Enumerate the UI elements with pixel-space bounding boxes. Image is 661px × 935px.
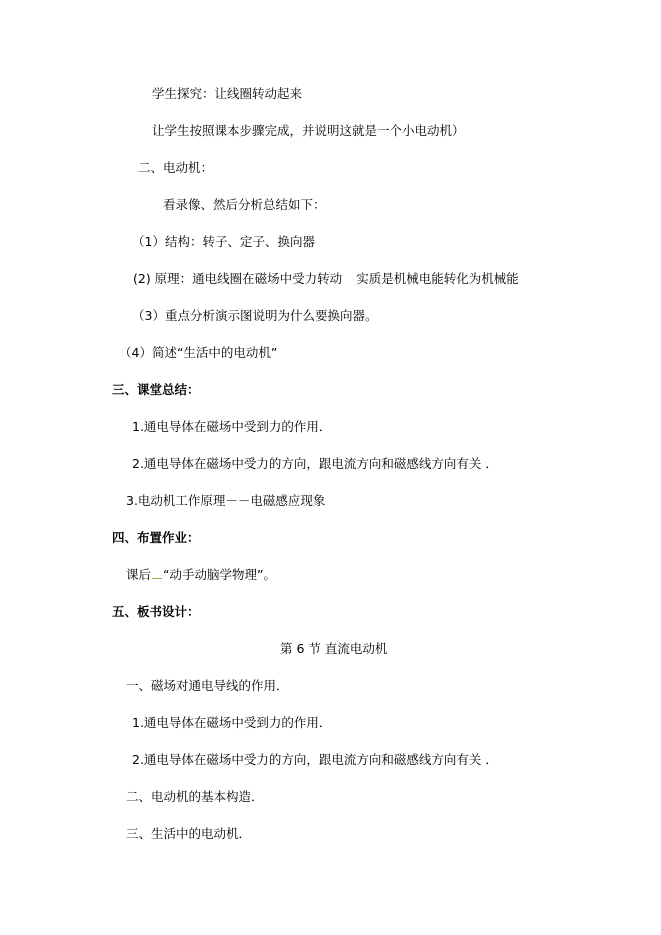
homework-line <box>126 567 276 583</box>
summary-item: 2.通电导体在磁场中受力的方向，跟电流方向和磁感线方向有关 ． <box>132 456 498 471</box>
student-explore-line: 学生探究：让线圈转动起来 <box>152 86 303 101</box>
homework-text: “动手动脑学物理”。 <box>163 567 276 582</box>
homework-heading: 四、布置作业： <box>112 530 200 545</box>
summary-heading: 三、课堂总结： <box>112 382 200 397</box>
commutator-analysis-line: （3）重点分析演示图说明为什么要换向器。 <box>132 308 378 323</box>
principle-essence: 实质是机械电能转化为机械能 <box>356 271 519 286</box>
motor-section-title: 二、电动机： <box>138 160 214 175</box>
homework-prefix: 课后 <box>126 567 152 582</box>
blank-underline <box>152 569 162 579</box>
principle-label: (2) 原理：通电线圈在磁场中受力转动 <box>133 271 343 286</box>
motor-life-line: （4）简述“生活中的电动机” <box>119 345 278 360</box>
board-line: 一、磁场对通电导线的作用． <box>126 678 289 693</box>
board-line: 2.通电导体在磁场中受力的方向，跟电流方向和磁感线方向有关 ． <box>132 752 498 767</box>
board-heading: 五、板书设计： <box>112 604 200 619</box>
board-line: 二、电动机的基本构造． <box>126 789 264 804</box>
summary-item: 1.通电导体在磁场中受到力的作用． <box>132 419 332 434</box>
board-title: 第 6 节 直流电动机 <box>280 641 388 656</box>
video-summary-line: 看录像、然后分析总结如下： <box>163 197 326 212</box>
student-instruction-line: 让学生按照课本步骤完成，并说明这就是一个小电动机） <box>152 123 465 138</box>
board-line: 三、生活中的电动机． <box>126 826 252 841</box>
summary-item: 3.电动机工作原理－－电磁感应现象 <box>126 493 326 508</box>
structure-line: （1）结构：转子、定子、换向器 <box>132 234 315 249</box>
principle-line <box>133 271 519 287</box>
board-line: 1.通电导体在磁场中受到力的作用． <box>132 715 332 730</box>
